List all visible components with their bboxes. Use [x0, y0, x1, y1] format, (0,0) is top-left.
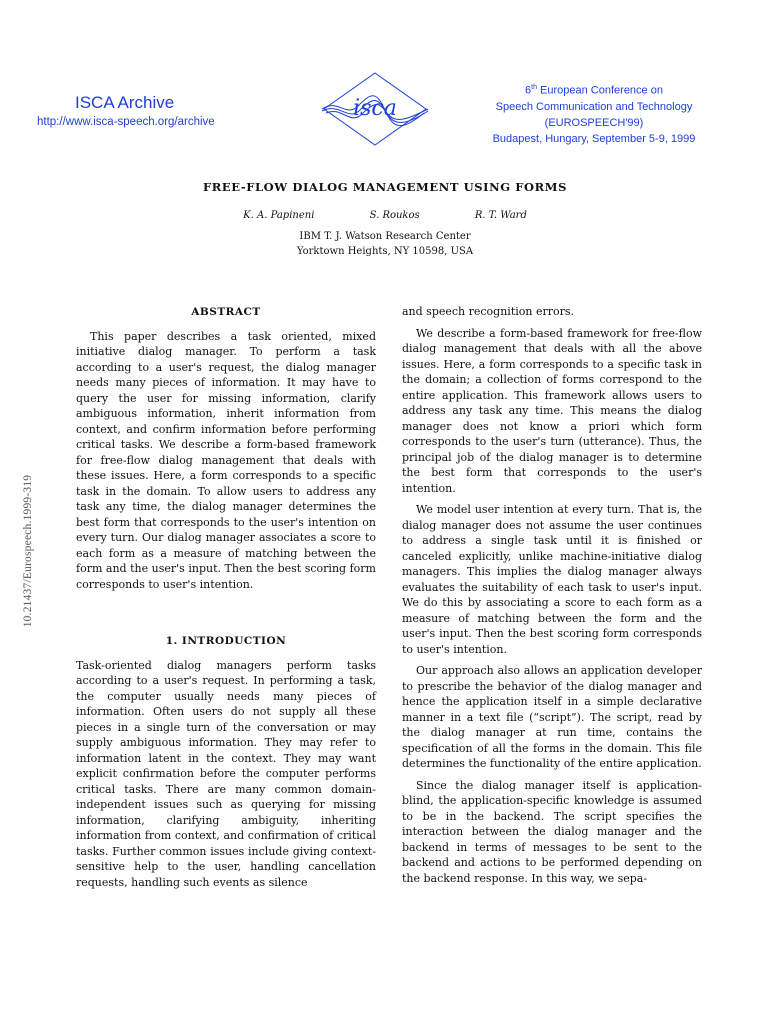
affiliation-line-1: IBM T. J. Watson Research Center — [299, 231, 471, 242]
conference-info — [484, 80, 704, 147]
affiliation-line-2: Yorktown Heights, NY 10598, USA — [296, 246, 474, 257]
logo-lettering: isca — [353, 96, 397, 121]
right-paragraph-3: Our approach also allows an application developer to prescribe the behavior of the dialog manager and hence the application itself in a simple declarative manner in a text file (“script”). The script, read by the dialog manager at run time, contains the specification of all the forms in the domain. This file determines the functionality of the entire application. — [402, 664, 702, 770]
author-2: S. Roukos — [369, 210, 420, 221]
right-paragraph-1: We describe a form-based framework for free-flow dialog management that deals with all the above issues. Here, a form corresponds to a specific task in the domain; a collection of forms correspond to the entire application. This framework allows users to address any task any time. This means the dialog manager does not know a priori which form corresponds to the user's turn (utterance). Thus, the principal job of the dialog manager is to determine the best form that corresponds to the user's intention. — [402, 326, 702, 495]
isca-logo-icon — [318, 70, 432, 148]
introduction-paragraph: Task-oriented dialog managers perform tasks according to a user's request. In performing a task, the computer usually needs many pieces of information. Often users do not supply all these pieces in a single turn of the conversation or may supply ambiguous information. They may refer to information latent in the context. They may want explicit confirmation before the computer performs critical tasks. There are many common domain-independent issues such as querying for missing information, clarifying ambiguity, inheriting information from context, and confirmation of critical tasks. Further common issues include giving context-sensitive help to the user, handling cancellation requests, handling such events as silence — [76, 658, 376, 889]
conference-line-2: Speech Communication and Technology — [495, 100, 693, 113]
abstract-heading: ABSTRACT — [191, 306, 261, 318]
right-paragraph-0: and speech recognition errors. — [402, 305, 575, 318]
right-column — [402, 304, 702, 886]
affiliation — [0, 229, 770, 259]
conference-line-3: (EUROSPEECH'99) — [544, 116, 644, 129]
left-column — [76, 305, 376, 890]
author-1: K. A. Papineni — [243, 210, 315, 221]
isca-archive-title: ISCA Archive — [75, 93, 175, 112]
conference-line-4: Budapest, Hungary, September 5-9, 1999 — [492, 132, 696, 145]
paper-title: FREE-FLOW DIALOG MANAGEMENT USING FORMS — [202, 180, 568, 194]
side-doi: 10.21437/Eurospeech.1999-319 — [22, 474, 34, 628]
isca-archive-url[interactable]: http://www.isca-speech.org/archive — [37, 116, 215, 128]
abstract-paragraph: This paper describes a task oriented, mixed initiative dialog manager. To perform a task according to a user's request, the dialog manager needs many pieces of information. It may have to query the user for missing information, clarify ambiguous information, inherit information from context, and confirm information before performing critical tasks. We describe a form-based framework for free-flow dialog management that deals with these issues. Here, a form corresponds to a specific task in the domain. To allow users to address any task any time, the dialog manager determines the best form that corresponds to the user's intention on every turn. Our dialog manager associates a score to each form as a measure of matching between the form and the user's input. Then the best scoring form corresponds to user's intention. — [76, 329, 376, 591]
introduction-heading: 1. INTRODUCTION — [165, 635, 287, 647]
author-3: R. T. Ward — [474, 210, 527, 221]
conference-line-1: 6th European Conference on — [525, 84, 663, 97]
right-paragraph-2: We model user intention at every turn. That is, the dialog manager does not assume the user continues to address a single task until it is finished or canceled explicitly, unlike machine-initiative dialog managers. This implies the dialog manager always evaluates the suitability of each task to user's input. We do this by associating a score to each form as a measure of matching between the form and the user's input. Then the best scoring form corresponds to user's intention. — [402, 503, 702, 656]
right-paragraph-4: Since the dialog manager itself is application-blind, the application-specific knowledge is assumed to be in the backend. The script specifies the interaction between the dialog manager and the backend in terms of messages to be sent to the backend and actions to be performed depending on the backend response. In this way, we sepa- — [402, 778, 702, 885]
author-list — [0, 210, 770, 221]
